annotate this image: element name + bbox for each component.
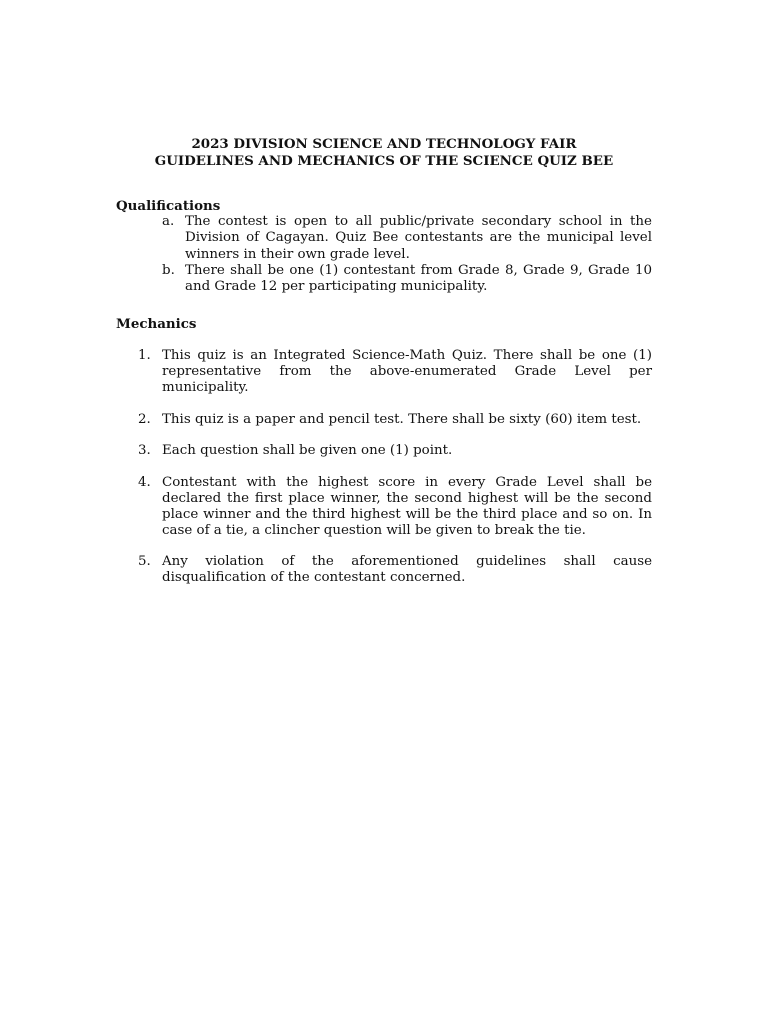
document-title [0, 136, 768, 169]
qualification-item-a [116, 214, 652, 263]
mechanics-marker-5: 5. [138, 554, 151, 569]
mechanics-marker-4: 4. [138, 474, 151, 490]
mechanics-item-2 [116, 412, 652, 428]
mechanics-marker-3: 3. [138, 443, 151, 458]
mechanics-item-1 [116, 348, 652, 396]
title-line-1: 2023 DIVISION SCIENCE AND TECHNOLOGY FAIR [191, 136, 577, 152]
qualification-item-b [116, 263, 652, 296]
mechanics-marker-1: 1. [138, 348, 151, 363]
mechanics-marker-2: 2. [138, 411, 151, 427]
mechanics-text-2: This quiz is a paper and pencil test. There shall be sixty (60) item test. [162, 411, 642, 427]
qualification-text-a: The contest is open to all public/private secondary school in the Division of Cagayan. Quiz Bee contestants are the municipal level winners in their own grade level. [185, 214, 652, 262]
mechanics-item-5 [116, 554, 652, 586]
mechanics-heading: Mechanics [116, 316, 197, 332]
mechanics-text-3: Each question shall be given one (1) point. [162, 443, 453, 458]
title-line-2: GUIDELINES AND MECHANICS OF THE SCIENCE QUIZ BEE [154, 152, 614, 169]
mechanics-item-3 [116, 443, 652, 459]
qualifications-list [116, 214, 652, 295]
qualification-marker-a: a. [162, 214, 175, 229]
mechanics-list [116, 348, 652, 602]
qualifications-heading: Qualifications [116, 198, 221, 214]
qualification-marker-b: b. [162, 262, 175, 278]
mechanics-item-4 [116, 475, 652, 539]
mechanics-text-4: Contestant with the highest score in every Grade Level shall be declared the first place winner, the second highest will be the second place winner and the third highest will be the third place and so on. In case of a tie, a clincher question will be given to break the tie. [162, 474, 652, 538]
mechanics-text-1: This quiz is an Integrated Science-Math Quiz. There shall be one (1) representative from the above-enumerated Grade Level per municipality. [162, 348, 652, 395]
mechanics-text-5: Any violation of the aforementioned guidelines shall cause disqualification of the contestant concerned. [162, 554, 652, 585]
qualification-text-b: There shall be one (1) contestant from Grade 8, Grade 9, Grade 10 and Grade 12 per participating municipality. [185, 262, 652, 295]
